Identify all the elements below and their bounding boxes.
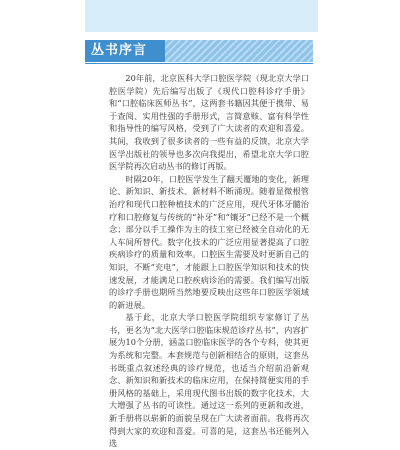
document-page bbox=[85, 32, 318, 449]
section-header-rule bbox=[85, 63, 313, 64]
paragraph-1: 20年前，北京医科大学口腔医学院（现北京大学口腔医学院）先后编写出版了《现代口腔科诊疗手册》和“口腔临床医师丛书”，这两套书籍因其便于携带、易于查阅、实用性强的手册形式，言简意赅、富有科学性和指导性的编写风格，受到了广大读者的欢迎和喜爱。其间，我收到了很多读者的一些有益的反馈，北京大学医学出版社的领导也多次向我提出，希望北京大学口腔医学院再次启动丛书的修订再版。 bbox=[109, 73, 309, 172]
paragraph-2: 时隔20年，口腔医学发生了翻天覆地的变化，新理论、新知识、新技术、新材料不断涌现。随着显微根管治疗和现代口腔种植技术的广泛应用，现代牙体牙髓治疗和口腔修复与传统的“补牙”和“镶牙”已经不是一个概念；部分以手工操作为主的技工室已经被全自动化的无人车间所替代。数字化技术的广泛应用显著提高了口腔疾病诊疗的质量和效率。口腔医生需要及时更新自己的知识，不断“充电”，才能跟上口腔医学知识和技术的快速发展，才能满足口腔疾病诊治的需要。我们编写出版的诊疗手册也期所当然地要反映出这些年口腔医学领域的新进展。 bbox=[109, 173, 309, 310]
top-color-band bbox=[85, 0, 318, 32]
body-text bbox=[109, 72, 309, 450]
section-header bbox=[85, 37, 313, 63]
paragraph-3: 基于此，北京大学口腔医学院组织专家修订了丛书，更名为“北大医学口腔临床规范诊疗丛书”，内容扩展为10个分册，涵盖口腔临床医学的各个专科，使其更为系统和完整。本套规范与创新相结合的原则，这套丛书既重点叙述经典的诊疗规范，也适当介绍前沿新观念、新知识和新技术的临床应用，在保持简便实用的手册风格的基础上，采用现代图书出版的数字化技术，大大增强了丛书的可读性。通过这一系列的更新和改进，新手册将以崭新的面貌呈现在广大读者面前。我将再次得到大家的欢迎和喜爱。可喜的是，这套丛书还能列入选 bbox=[109, 312, 309, 449]
section-header-pattern bbox=[165, 40, 313, 62]
section-title: 丛书序言 bbox=[91, 43, 148, 58]
